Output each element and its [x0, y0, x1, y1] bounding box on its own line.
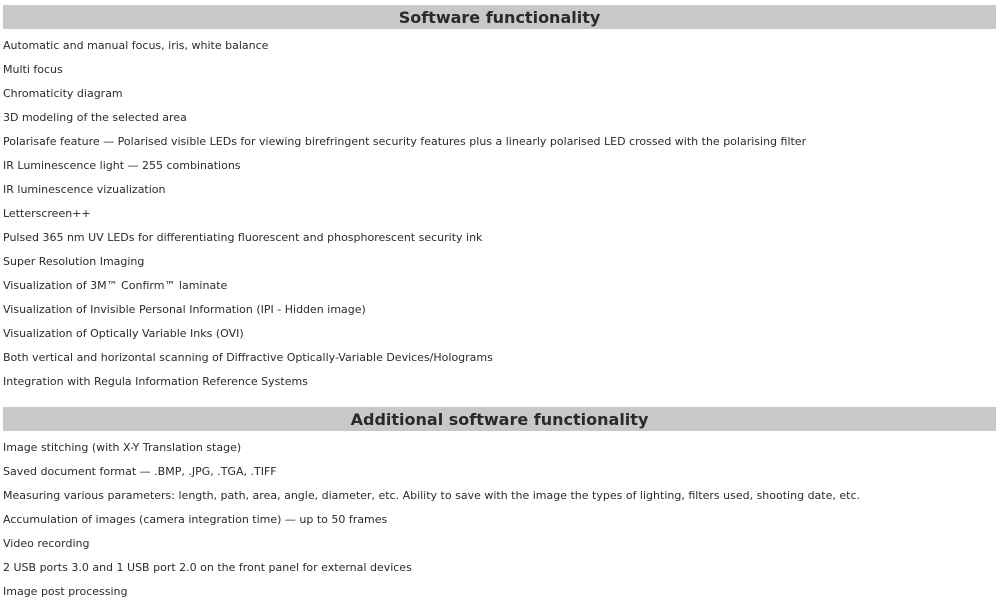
feature-list-item: IR luminescence vizualization [3, 183, 166, 196]
feature-list-item: Visualization of 3M™ Confirm™ laminate [3, 279, 228, 292]
additional-software-functionality-list [3, 436, 996, 604]
feature-list-item: Integration with Regula Information Reference Systems [3, 375, 308, 388]
section-header-software-functionality: Software functionality [3, 5, 996, 29]
feature-list-item: Letterscreen++ [3, 207, 91, 220]
feature-list-item: Visualization of Optically Variable Inks (OVI) [3, 327, 244, 340]
feature-list-item: Both vertical and horizontal scanning of Diffractive Optically-Variable Devices/Holograms [3, 351, 493, 364]
feature-list-item: 2 USB ports 3.0 and 1 USB port 2.0 on the front panel for external devices [3, 561, 412, 574]
feature-list-item: Polarisafe feature — Polarised visible LEDs for viewing birefringent security features plus a linearly polarised LED crossed with the polarising filter [3, 135, 807, 148]
feature-list-item: Accumulation of images (camera integration time) — up to 50 frames [3, 513, 388, 526]
feature-list-item: Measuring various parameters: length, path, area, angle, diameter, etc. Ability to save with the image the types of lighting, filters used, shooting date, etc. [3, 489, 860, 502]
feature-list-item: Pulsed 365 nm UV LEDs for differentiating fluorescent and phosphorescent security ink [3, 231, 483, 244]
software-functionality-list [3, 34, 996, 394]
feature-list-item: Automatic and manual focus, iris, white balance [3, 39, 269, 52]
software-functionality-section [3, 5, 996, 394]
feature-list-item: Saved document format — .BMP, .JPG, .TGA, .TIFF [3, 465, 277, 478]
section-header-additional-software-functionality: Additional software functionality [3, 407, 996, 431]
feature-list-item: Visualization of Invisible Personal Information (IPI - Hidden image) [3, 303, 366, 316]
feature-list-item: Image stitching (with X-Y Translation stage) [3, 441, 242, 454]
feature-list-item: Super Resolution Imaging [3, 255, 145, 268]
feature-list-item: IR Luminescence light — 255 combinations [3, 159, 241, 172]
feature-list-item: 3D modeling of the selected area [3, 111, 187, 124]
feature-list-item: Video recording [3, 537, 90, 550]
feature-list-item: Multi focus [3, 63, 63, 76]
additional-software-functionality-section [3, 407, 996, 604]
feature-list-item: Chromaticity diagram [3, 87, 123, 100]
feature-list-item: Image post processing [3, 585, 128, 598]
